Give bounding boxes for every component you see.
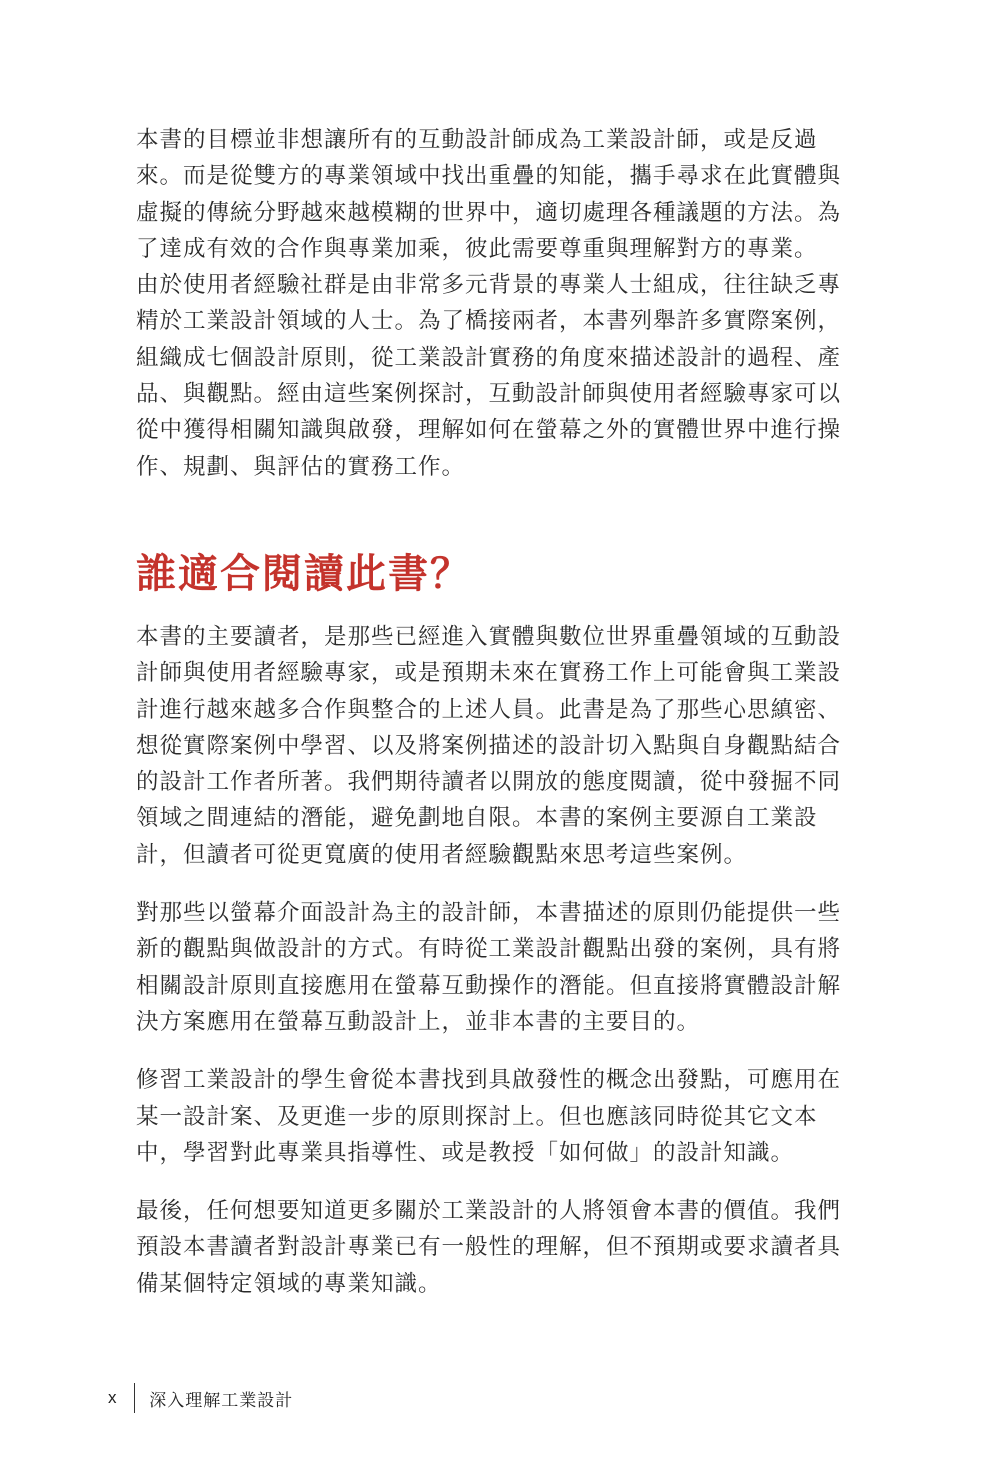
text-line: 從中獲得相關知識與啟發，理解如何在螢幕之外的實體世界中進行操 (136, 417, 842, 444)
audience-paragraph (136, 619, 848, 873)
text-line: 最後，任何想要知道更多關於工業設計的人將領會本書的價值。我們 (136, 1198, 842, 1225)
page-content (136, 122, 848, 1302)
text-line: 來。而是從雙方的專業領域中找出重疊的知能，攜手尋求在此實體與 (136, 163, 842, 190)
text-line: 備某個特定領域的專業知識。 (136, 1270, 442, 1297)
text-line: 計師與使用者經驗專家，或是預期未來在實務工作上可能會與工業設 (136, 660, 842, 687)
text-line: 中，學習對此專業具指導性、或是教授「如何做」的設計知識。 (136, 1139, 795, 1166)
text-line: 修習工業設計的學生會從本書找到具啟發性的概念出發點，可應用在 (136, 1067, 842, 1094)
text-line: 某一設計案、及更進一步的原則探討上。但也應該同時從其它文本 (136, 1103, 818, 1130)
text-line: 了達成有效的合作與專業加乘，彼此需要尊重與理解對方的專業。 (136, 235, 818, 262)
text-line: 精於工業設計領域的人士。為了橋接兩者，本書列舉許多實際案例， (136, 308, 842, 335)
running-title: 深入理解工業設計 (149, 1390, 294, 1411)
intro-paragraph (136, 122, 848, 485)
text-line: 虛擬的傳統分野越來越模糊的世界中，適切處理各種議題的方法。為 (136, 199, 842, 226)
text-line: 想從實際案例中學習、以及將案例描述的設計切入點與自身觀點結合 (136, 732, 842, 759)
text-line: 本書的主要讀者，是那些已經進入實體與數位世界重疊領域的互動設 (136, 623, 842, 650)
text-line: 組織成七個設計原則，從工業設計實務的角度來描述設計的過程、產 (136, 344, 842, 371)
text-line: 對那些以螢幕介面設計為主的設計師，本書描述的原則仍能提供一些 (136, 900, 842, 927)
text-line: 的設計工作者所著。我們期待讀者以開放的態度閱讀，從中發掘不同 (136, 769, 842, 796)
text-line: 相關設計原則直接應用在螢幕互動操作的潛能。但直接將實體設計解 (136, 972, 842, 999)
text-line: 計，但讀者可從更寬廣的使用者經驗觀點來思考這些案例。 (136, 841, 748, 868)
section-heading: 誰適合閱讀此書？ (136, 550, 472, 597)
text-line: 新的觀點與做設計的方式。有時從工業設計觀點出發的案例，具有將 (136, 936, 842, 963)
text-line: 作、規劃、與評估的實務工作。 (136, 453, 466, 480)
screen-designers-paragraph (136, 895, 848, 1040)
text-line: 本書的目標並非想讓所有的互動設計師成為工業設計師，或是反過 (136, 127, 818, 153)
footer-divider (134, 1383, 135, 1413)
general-readers-paragraph (136, 1193, 848, 1302)
text-line: 決方案應用在螢幕互動設計上，並非本書的主要目的。 (136, 1008, 701, 1035)
text-line: 由於使用者經驗社群是由非常多元背景的專業人士組成，往往缺乏專 (136, 272, 842, 299)
text-line: 領域之間連結的潛能，避免劃地自限。本書的案例主要源自工業設 (136, 805, 818, 832)
students-paragraph (136, 1062, 848, 1171)
page-number: x (108, 1388, 117, 1407)
text-line: 計進行越來越多合作與整合的上述人員。此書是為了那些心思縝密、 (136, 696, 842, 723)
text-line: 品、與觀點。經由這些案例探討，互動設計師與使用者經驗專家可以 (136, 381, 842, 408)
text-line: 預設本書讀者對設計專業已有一般性的理解，但不預期或要求讀者具 (136, 1234, 842, 1261)
page-footer (108, 1382, 293, 1414)
